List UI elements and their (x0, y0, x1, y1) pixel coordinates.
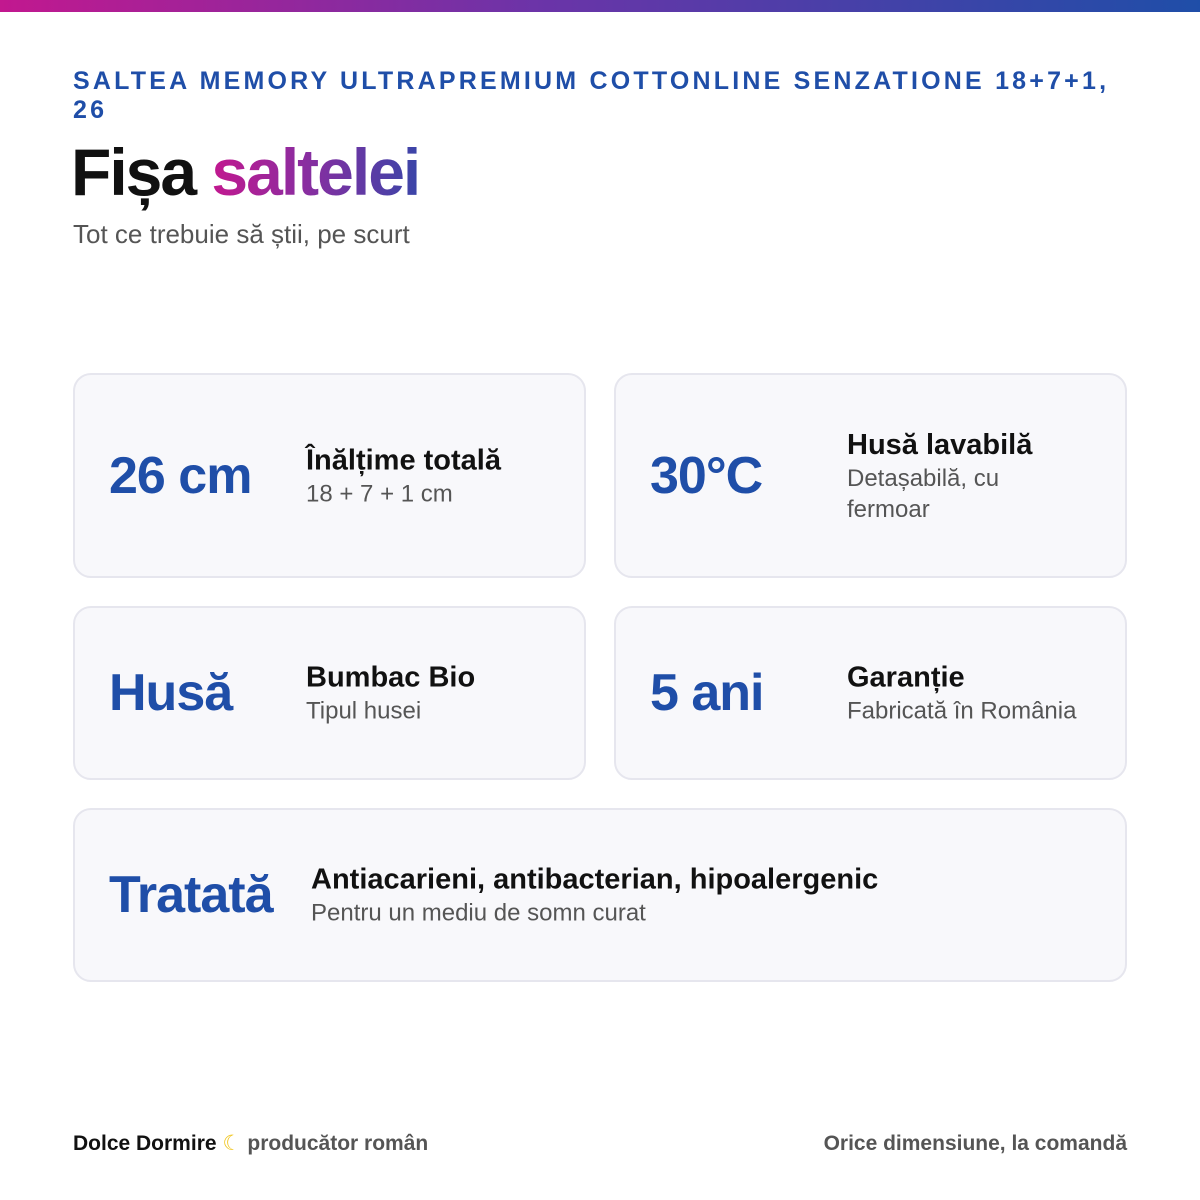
spec-detail: Fabricată în România (847, 697, 1077, 725)
page-title (71, 134, 419, 210)
maker-tagline: producător român (247, 1132, 429, 1155)
spec-card-warranty (614, 606, 1127, 780)
top-gradient-bar (0, 0, 1200, 12)
spec-info (306, 442, 501, 509)
moon-icon: ☾ (222, 1132, 242, 1155)
spec-label: Bumbac Bio (306, 661, 476, 694)
spec-detail: Detașabilă, cu fermoar (847, 464, 1000, 523)
spec-card-treatment (73, 808, 1127, 982)
spec-card-cover (73, 606, 586, 780)
title-part-1: Fișa (71, 135, 196, 209)
spec-label: Husă lavabilă (847, 428, 1033, 461)
spec-value: 5 ani (650, 664, 764, 722)
product-name: SALTEA MEMORY ULTRAPREMIUM COTTONLINE SENZATIONE 18+7+1, 26 (73, 67, 1110, 124)
brand-name: Dolce Dormire (73, 1132, 217, 1155)
spec-label: Garanție (847, 661, 965, 694)
footer-brand (73, 1130, 428, 1158)
spec-info (847, 660, 1076, 727)
spec-value: 26 cm (109, 446, 252, 505)
spec-info (847, 427, 1077, 525)
spec-card-height (73, 373, 586, 578)
spec-info (311, 862, 878, 929)
spec-info (306, 660, 475, 727)
footer-note: Orice dimensiune, la comandă (823, 1132, 1127, 1155)
spec-value: 30°C (650, 446, 763, 505)
spec-card-washable (614, 373, 1127, 578)
spec-label: Înălțime totală (306, 444, 501, 476)
spec-detail: Tipul husei (306, 697, 422, 725)
spec-value: Tratată (109, 866, 273, 924)
spec-detail: 18 + 7 + 1 cm (306, 480, 453, 507)
page-subtitle: Tot ce trebuie să știi, pe scurt (73, 219, 410, 249)
spec-value: Husă (109, 664, 233, 722)
spec-detail: Pentru un mediu de somn curat (311, 899, 646, 927)
title-part-2: saltelei (211, 135, 420, 209)
spec-label: Antiacarieni, antibacterian, hipoalergenic (311, 863, 879, 896)
